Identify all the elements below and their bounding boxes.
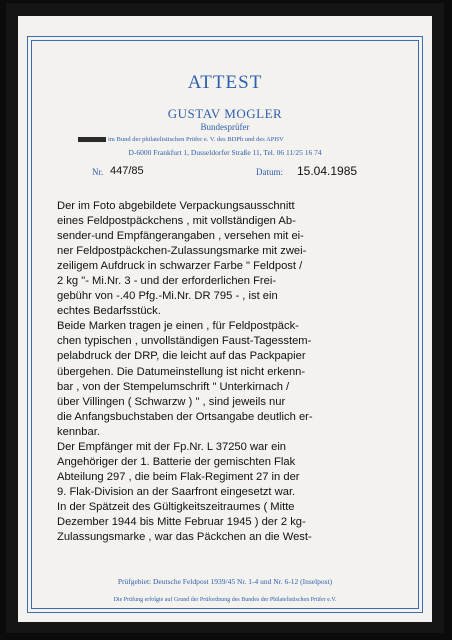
body-line: Beide Marken tragen je einen , für Feldpostpäck- [57,320,299,333]
examiner-name: GUSTAV MOGLER [167,106,283,121]
body-line: übergehen. Die Datumeinstellung ist nicht erkenn- [57,365,306,378]
body-line: In der Spätzeit des Gültigkeitszeitraumes ( Mitte [57,500,295,513]
number-label: Nr. [92,167,104,177]
body-line: Der Empfänger mit der Fp.Nr. L 37250 war ein [57,440,287,453]
body-line: sender-und Empfängerangaben , versehen mit ei- [57,230,304,243]
body-line: Angehöriger der 1. Batterie der gemischten Flak [57,455,296,468]
body-line: ner Feldpostpäckchen-Zulassungsmarke mit zwei- [57,245,307,258]
examination-note: Die Prüfung erfolgte auf Grund der Prüfordnung des Bundes der Philatelistischen Prüfer e.V. [113,597,337,603]
attest-title: ATTEST [187,72,263,93]
body-line: gebühr von -.40 Pfg.-Mi.Nr. DR 795 - , ist ein [57,290,278,303]
body-line: bar , von der Stempelumschrift " Unterkirnach / [57,380,290,393]
body-line: pelabdruck der DRP, die leicht auf das Packpapier [57,350,306,363]
body-line: Zulassungsmarke , war das Päckchen an die West- [57,531,312,544]
examiner-association [78,136,284,143]
redaction-mark [78,137,106,142]
body-line: Abteilung 297 , die beim Flak-Regiment 27 in der [57,470,300,483]
examiner-address: D-6000 Frankfurt 1, Dusseldorfer Straße 11, Tel. 06 11/25 16 74 [128,148,322,157]
body-line: 2 kg "- Mi.Nr. 3 - und der erforderlichen Frei- [57,275,277,288]
body-line: 9. Flak-Division an der Saarfront eingesetzt war. [57,485,296,498]
body-line: zeiligem Aufdruck in schwarzer Farbe " Feldpost / [57,260,303,273]
body-line: über Villingen ( Schwarzw ) " , sind jeweils nur [57,395,286,408]
body-line: Dezember 1944 bis Mitte Februar 1945 ) der 2 kg- [57,515,306,528]
body-line: chen typischen , unvollständigen Faust-Tagesstem- [57,335,312,348]
body-line: Der im Foto abgebildete Verpackungsausschnitt [57,200,295,212]
examiner-role: Bundesprüfer [200,122,250,132]
attest-sheet [18,16,432,622]
body-line: kennbar. [57,425,100,438]
number-value: 447/85 [110,165,144,177]
body-line: eines Feldpostpäckchens , mit vollständigen Ab- [57,215,296,228]
body-line: echtes Bedarfsstück. [57,305,161,318]
examination-area: Prüfgebiet: Deutsche Feldpost 1939/45 Nr. 1-4 und Nr. 6-12 (Inselpost) [117,577,333,586]
body-line: die Anfangsbuchstaben der Ortsangabe deutlich er- [57,410,313,423]
date-value: 15.04.1985 [297,164,358,178]
date-label: Datum: [256,167,283,177]
certificate-body [57,199,419,545]
association-text: im Bund der philatelistischen Prüfer e. V. des BDPh und des APHV [108,136,284,143]
